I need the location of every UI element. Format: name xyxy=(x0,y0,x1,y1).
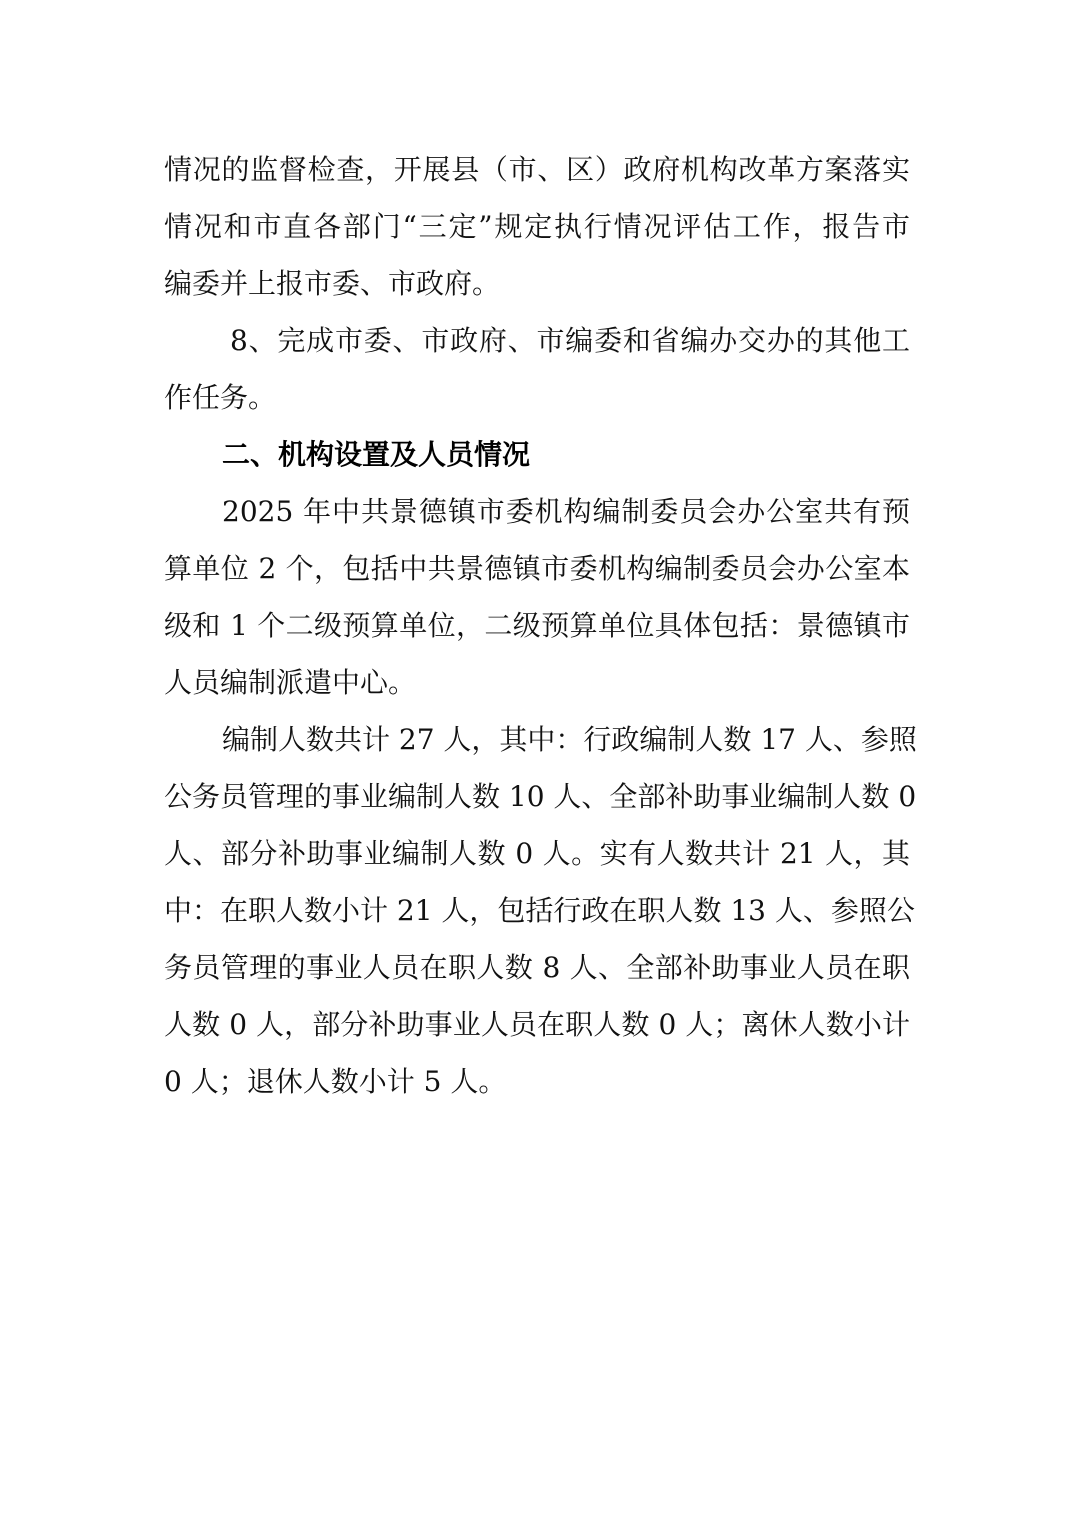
text-line: 8、完成市委、市政府、市编委和省编办交办的其他工 xyxy=(230,324,910,357)
text-line: 务员管理的事业人员在职人数 8 人、全部补助事业人员在职 xyxy=(164,951,910,984)
text-line: 作任务。 xyxy=(164,381,277,414)
text-line: 情况的监督检查，开展县（市、区）政府机构改革方案落实 xyxy=(164,153,910,186)
section-heading: 二、机构设置及人员情况 xyxy=(222,438,531,471)
text-line: 2025 年中共景德镇市委机构编制委员会办公室共有预 xyxy=(222,495,910,528)
text-line: 情况和市直各部门“三定”规定执行情况评估工作，报告市 xyxy=(164,210,910,243)
text-line: 中：在职人数小计 21 人，包括行政在职人数 13 人、参照公 xyxy=(164,894,915,927)
text-line: 0 人；退休人数小计 5 人。 xyxy=(164,1065,507,1098)
text-line: 人员编制派遣中心。 xyxy=(164,666,417,699)
text-line: 人、部分补助事业编制人数 0 人。实有人数共计 21 人，其 xyxy=(164,837,910,870)
paragraph-staffing xyxy=(164,711,917,1110)
paragraph-budget-units xyxy=(164,483,910,711)
text-line: 公务员管理的事业编制人数 10 人、全部补助事业编制人数 0 xyxy=(164,780,917,813)
text-line: 算单位 2 个，包括中共景德镇市委机构编制委员会办公室本 xyxy=(164,552,910,585)
document-body xyxy=(164,141,917,1110)
text-line: 编制人数共计 27 人，其中：行政编制人数 17 人、参照 xyxy=(222,723,917,756)
paragraph-item-8 xyxy=(164,312,910,426)
text-line: 人数 0 人，部分补助事业人员在职人数 0 人；离休人数小计 xyxy=(164,1008,910,1041)
text-line: 编委并上报市委、市政府。 xyxy=(164,267,501,300)
paragraph-supervision xyxy=(164,141,910,312)
text-line: 级和 1 个二级预算单位，二级预算单位具体包括：景德镇市 xyxy=(164,609,910,642)
